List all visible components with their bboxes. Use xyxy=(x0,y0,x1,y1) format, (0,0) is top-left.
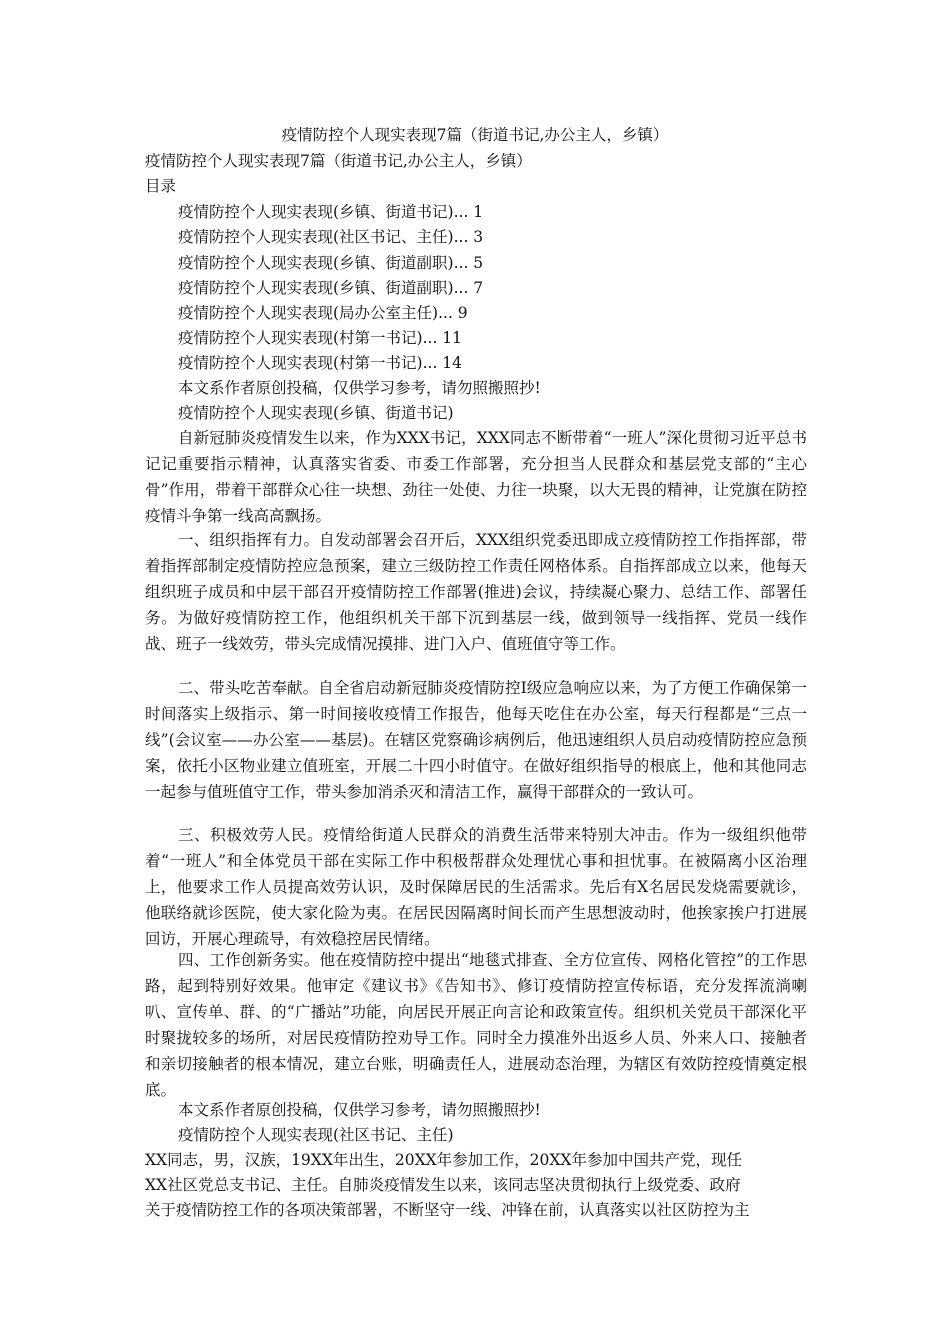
copyright-notice: 本文系作者原创投稿，仅供学习参考，请勿照搬照抄! xyxy=(178,1101,541,1119)
toc-item: 疫情防控个人现实表现(局办公室主任)... 9 xyxy=(178,304,468,322)
body-paragraph: 三、积极效劳人民。疫情给街道人民群众的消费生活带来特别大冲击。作为一级组织他带着“一班人”和全体党员干部在实际工作中积极帮群众处理忧心事和担忧事。在被隔离小区治理上，他要求工作人员提高效劳认识，及时保障居民的生活需求。先后有X名居民发烧需要就诊，他联络就诊医院，使大家化险为夷。在居民因隔离时间长而产生思想波动时，他挨家挨户打进展回访，开展心理疏导，有效稳控居民情绪。 xyxy=(145,826,807,948)
copyright-notice: 本文系作者原创投稿，仅供学习参考，请勿照搬照抄! xyxy=(178,379,541,397)
body-paragraph: 二、带头吃苦奉献。自全省启动新冠肺炎疫情防控Ⅰ级应急响应以来，为了方便工作确保第一时间落实上级指示、第一时间接收疫情工作报告，他每天吃住在办公室，每天行程都是“三点一线”(会议室——办公室——基层)。在辖区党察确诊病例后，他迅速组织人员启动疫情防控应急预案，依托小区物业建立值班室，开展二十四小时值守。在做好组织指导的根底上，他和其他同志一起参与值班值守工作，带头参加消杀灭和清洁工作，赢得干部群众的一致认可。 xyxy=(145,679,807,801)
body-paragraph: 自新冠肺炎疫情发生以来，作为XXX书记，XXX同志不断带着“一班人”深化贯彻习近平总书记记重要指示精神，认真落实省委、市委工作部署，充分担当人民群众和基层党支部的“主心骨”作用，带着干部群众心往一块想、劲往一处使、力往一块聚，以大无畏的精神，让党旗在防控疫情斗争第一线高高飘扬。 xyxy=(145,429,807,525)
toc-item: 疫情防控个人现实表现(乡镇、街道副职)... 5 xyxy=(178,254,484,272)
section-heading: 疫情防控个人现实表现(社区书记、主任) xyxy=(178,1126,454,1144)
toc-item: 疫情防控个人现实表现(乡镇、街道书记)... 1 xyxy=(178,203,484,221)
toc-heading: 目录 xyxy=(145,177,177,195)
document-title: 疫情防控个人现实表现7篇（街道书记,办公主人，乡镇） xyxy=(281,126,669,144)
toc-item: 疫情防控个人现实表现(村第一书记)... 14 xyxy=(178,354,463,372)
body-line: XX社区党总支书记、主任。自肺炎疫情发生以来，该同志坚决贯彻执行上级党委、政府 xyxy=(145,1176,741,1194)
body-paragraph: 四、工作创新务实。他在疫情防控中提出“地毯式排查、全方位宣传、网格化管控”的工作思路，起到特别好效果。他审定《建议书》《告知书》、修订疫情防控宣传标语，充分发挥流淌喇叭、宣传单、群、的“广播站”功能，向居民开展正向言论和政策宣传。组织机关党员干部深化平时聚拢较多的场所，对居民疫情防控劝导工作。同时全力摸准外出返乡人员、外来人口、接触者和亲切接触者的根本情况，建立台账，明确责任人，进展动态治理，为辖区有效防控疫情奠定根底。 xyxy=(145,951,807,1099)
body-line: 关于疫情防控工作的各项决策部署，不断坚守一线、冲锋在前，认真落实以社区防控为主 xyxy=(145,1201,750,1219)
toc-item: 疫情防控个人现实表现(村第一书记)... 11 xyxy=(178,329,463,347)
body-line: XX同志，男，汉族，19XX年出生，20XX年参加工作，20XX年参加中国共产党，现任 xyxy=(145,1151,742,1169)
section-heading: 疫情防控个人现实表现(乡镇、街道书记) xyxy=(178,404,454,422)
toc-item: 疫情防控个人现实表现(乡镇、街道副职)... 7 xyxy=(178,279,484,297)
body-paragraph: 一、组织指挥有力。自发动部署会召开后，XXX组织党委迅即成立疫情防控工作指挥部，带着指挥部制定疫情防控应急预案，建立三级防控工作责任网格体系。自指挥部成立以来，他每天组织班子成员和中层干部召开疫情防控工作部署(推进)会议，持续凝心聚力、总结工作、部署任务。为做好疫情防控工作，他组织机关干部下沉到基层一线，做到领导一线指挥、党员一线作战、班子一线效劳，带头完成情况摸排、进门入户、值班值守等工作。 xyxy=(145,531,807,653)
document-subtitle: 疫情防控个人现实表现7篇（街道书记,办公主人，乡镇） xyxy=(145,152,532,170)
toc-item: 疫情防控个人现实表现(社区书记、主任)... 3 xyxy=(178,228,484,246)
